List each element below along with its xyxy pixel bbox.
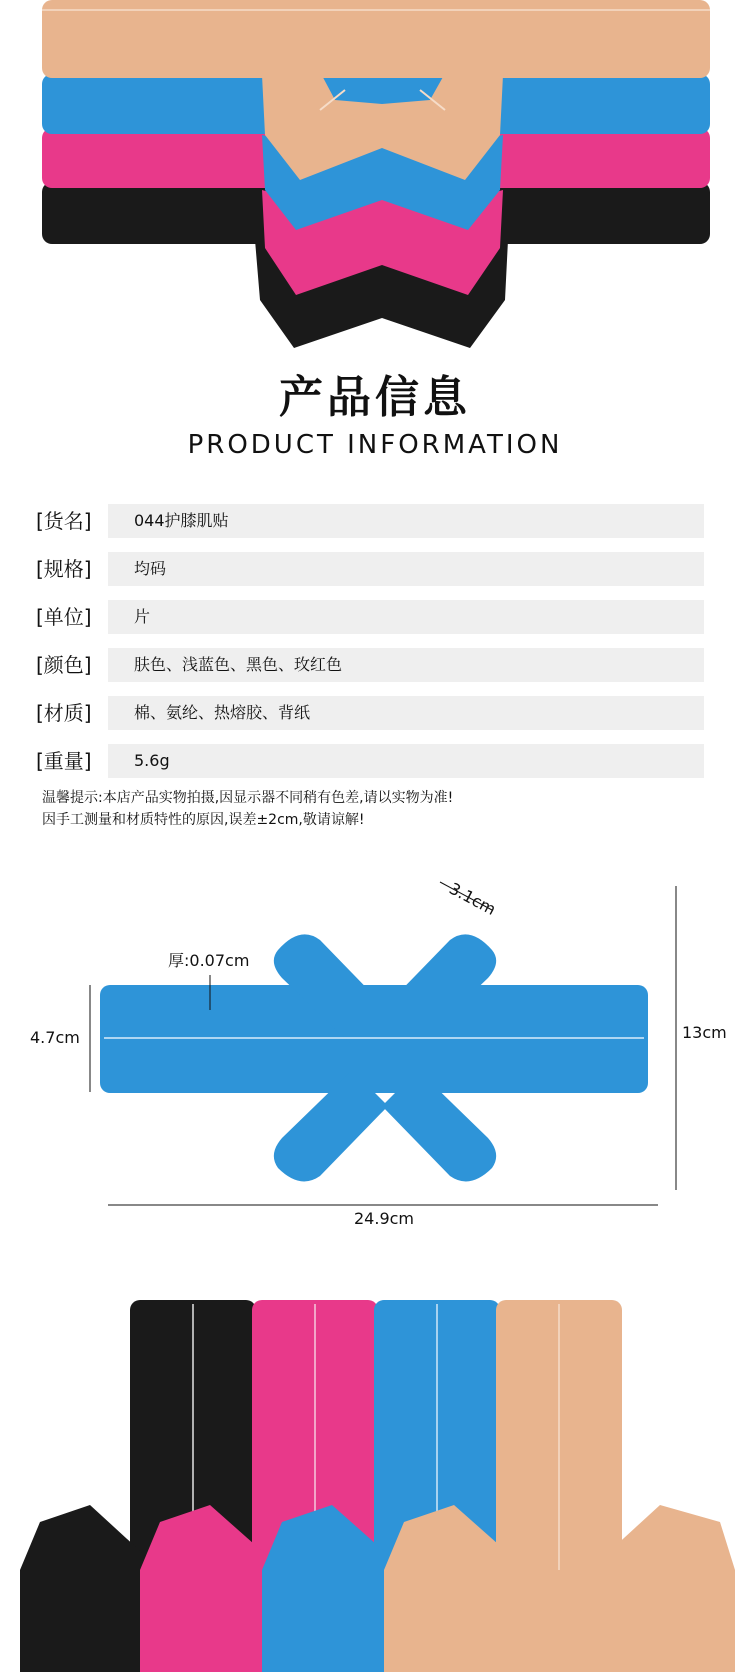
heading-title-english: PRODUCT INFORMATION xyxy=(187,430,563,460)
thickness-label: 厚:0.07cm xyxy=(168,951,250,970)
bottom-product-image xyxy=(0,1290,750,1672)
info-label: [颜色] xyxy=(36,653,92,677)
hero-tapes-illustration xyxy=(0,0,750,355)
strip-height-label: 4.7cm xyxy=(30,1028,80,1047)
notes xyxy=(42,787,453,831)
info-value: 肤色、浅蓝色、黑色、玫红色 xyxy=(108,648,704,682)
info-label: [规格] xyxy=(36,557,92,581)
section-heading xyxy=(0,372,750,462)
info-value: 片 xyxy=(108,600,704,634)
info-value: 棉、氨纶、热熔胶、背纸 xyxy=(108,696,704,730)
info-label: [重量] xyxy=(36,749,92,773)
product-info-table xyxy=(36,504,704,792)
dimension-diagram xyxy=(0,870,750,1230)
tape-diagram-shape xyxy=(100,934,648,1181)
info-row-unit xyxy=(36,600,704,634)
arm-width-label: 3.1cm xyxy=(446,878,500,919)
note-line: 因手工测量和材质特性的原因,误差±2cm,敬请谅解! xyxy=(42,812,365,828)
info-row-spec xyxy=(36,552,704,586)
total-height-label: 13cm xyxy=(682,1023,727,1042)
note-line: 温馨提示:本店产品实物拍摄,因显示器不同稍有色差,请以实物为准! xyxy=(42,790,454,806)
info-value: 044护膝肌贴 xyxy=(108,504,704,538)
info-label: [材质] xyxy=(36,701,92,725)
heading-title-chinese: 产品信息 xyxy=(279,372,471,423)
info-value: 均码 xyxy=(108,552,704,586)
info-value: 5.6g xyxy=(108,744,704,778)
info-row-material xyxy=(36,696,704,730)
info-row-color xyxy=(36,648,704,682)
dimension-svg xyxy=(0,870,750,1230)
info-label: [单位] xyxy=(36,605,92,629)
bottom-tapes-illustration xyxy=(0,1290,750,1672)
hero-product-image xyxy=(0,0,750,355)
total-width-label: 24.9cm xyxy=(354,1209,415,1228)
info-label: [货名] xyxy=(36,509,92,533)
info-row-name xyxy=(36,504,704,538)
info-row-weight xyxy=(36,744,704,778)
